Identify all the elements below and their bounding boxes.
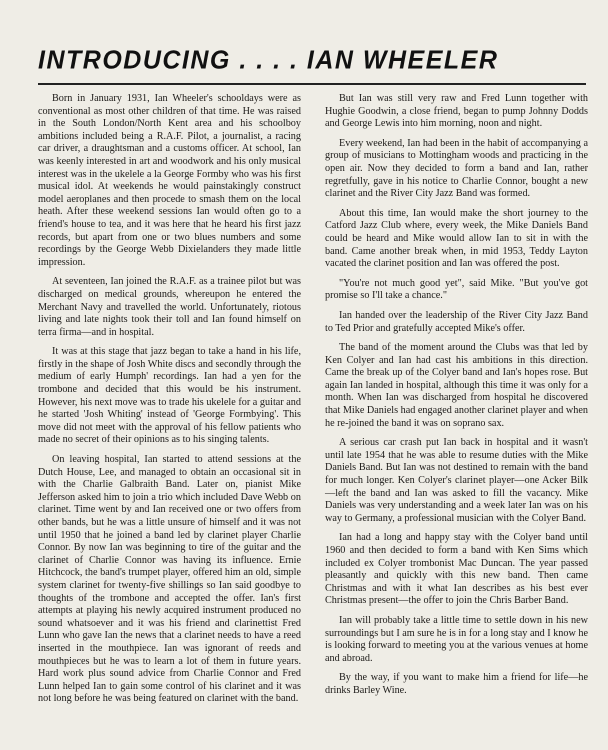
paragraph: Ian had a long and happy stay with the Colyer band until 1960 and then decided to form a band with Ken Sims which included ex Colyer trombonist Mac Duncan. The year passed pleasantly and quickly with this new band. Then came Christmas and with it what Ian describes as his best ever Christmas present—the offer to join the Chris Barber Band. (325, 532, 588, 607)
paragraph: A serious car crash put Ian back in hospital and it wasn't until late 1954 that he was able to resume duties with the Mike Daniels Band. But Ian was not destined to remain with the band for much longer. Ken Colyer's clarinet player—one Acker Bilk—left the band and Ian was asked to fill the vacancy. Mike Daniels was very understanding and a week later Ian was on his way to Germany, a professional musician with the Colyer Band. (325, 437, 588, 524)
title-rule (38, 83, 586, 85)
paragraph: About this time, Ian would make the short journey to the Catford Jazz Club where, every week, the Mike Daniels Band could be heard and Mike would allow Ian to sit in with the band. Came another break when, in mid 1953, Teddy Layton vacated the clarinet position and Ian was offered the post. (325, 207, 588, 270)
paragraph: Born in January 1931, Ian Wheeler's schooldays were as conventional as most other children of that time. He was raised in the South London/North Kent area and his schoolboy ambitions included being a R.A.F. Pilot, a journalist, a racing car driver, a draughtsman and a customs officer. At school, Ian was keenly interested in art and woodwork and his only musical interest was in the ukelele a la George Formby who was his first musical idol. At weekends he would painstakingly construct model aeroplanes and then procede to smash them on the local heath. After these weekend sessions Ian would often go to a friend's house to tea, and it was here that he heard his first jazz records, but apart from one or two blues numbers and some recordings by the George Webb Dixielanders they made little impression. (38, 93, 301, 268)
left-column (38, 93, 301, 713)
paragraph: Ian handed over the leadership of the River City Jazz Band to Ted Prior and gratefully accepted Mike's offer. (325, 309, 588, 334)
paragraph: The band of the moment around the Clubs was that led by Ken Colyer and Ian had cast his ambitions in this direction. Came the break up of the Colyer band and Ian's hopes rose. But again Ian landed in hospital, although this time it was only for a month. When Ian was discharged from hospital he discovered that Mike Daniels had engaged another clarinet player and when he re-joined the band it was on soprano sax. (325, 342, 588, 429)
paragraph: On leaving hospital, Ian started to attend sessions at the Dutch House, Lee, and managed to obtain an occasional sit in with the Charlie Galbraith Band. Later on, pianist Mike Jefferson asked him to join a trio which included Dave Webb on clarinet. Time went by and Ian received one or two offers from other bands, but he was a little unsure of himself and it was not until 1950 that he joined a band led by clarinet player Charlie Connor. By now Ian was beginning to tire of the guitar and the clarinet of Charlie Connor was having its influence. Ernie Hitchcock, the band's trumpet player, offered him an old, simple system clarinet for twenty-five shillings so Ian said goodbye to thoughts of the trombone and accepted the offer. Ian's first attempts at playing his newly acquired instrument produced no sound whatsoever and it was his friend and clarinettist Fred Lunn who gave Ian the news that a clarinet needs to have a reed inserted in the mouthpiece. Ian was ignorant of reeds and mouthpieces but he was to learn a lot of them in future years. Hard work plus sound advice from Charlie Connor and Fred Lunn helped Ian to gain some control of his clarinet and it was not long before he was being featured on clarinet with the band. (38, 454, 301, 705)
paragraph: Ian will probably take a little time to settle down in his new surroundings but I am sure he is in for a long stay and I know he is looking forward to meeting you at the various venues at home and abroad. (325, 614, 588, 664)
paragraph: "You're not much good yet", said Mike. "But you've got promise so I'll take a chance." (325, 277, 588, 302)
article-body (38, 93, 588, 713)
article-title: INTRODUCING . . . . IAN WHEELER (38, 45, 499, 75)
paragraph: By the way, if you want to make him a friend for life—he drinks Barley Wine. (325, 672, 588, 696)
paragraph: But Ian was still very raw and Fred Lunn together with Hughie Goodwin, a close friend, began to pump Johnny Dodds and George Lewis into him morning, noon and night. (325, 93, 588, 130)
paragraph: It was at this stage that jazz began to take a hand in his life, firstly in the shape of Josh White discs and secondly through the medium of early Humph' recordings. Ian had a yen for the trombone and decided that this would be his instrument. However, his next move was to trade his ukelele for a guitar and he started 'Josh Whiting' instead of 'George Formbying'. This move did not meet with the approval of his fellow patients who made no secret of their opinions as to his singing talents. (38, 346, 301, 446)
paragraph: Every weekend, Ian had been in the habit of accompanying a group of musicians to Mottingham woods and practicing in the open air. Now they decided to form a band and Ian, rather regretfully, gave in his notice to Charlie Connor, bought a new clarinet and the River City Jazz Band was formed. (325, 137, 588, 200)
paragraph: At seventeen, Ian joined the R.A.F. as a trainee pilot but was discharged on medical grounds, whereupon he entered the Merchant Navy and travelled the world. Unfortunately, riotous living and late nights took their toll and Ian found himself on terra firma—and in hospital. (38, 276, 301, 338)
right-column (325, 93, 588, 713)
